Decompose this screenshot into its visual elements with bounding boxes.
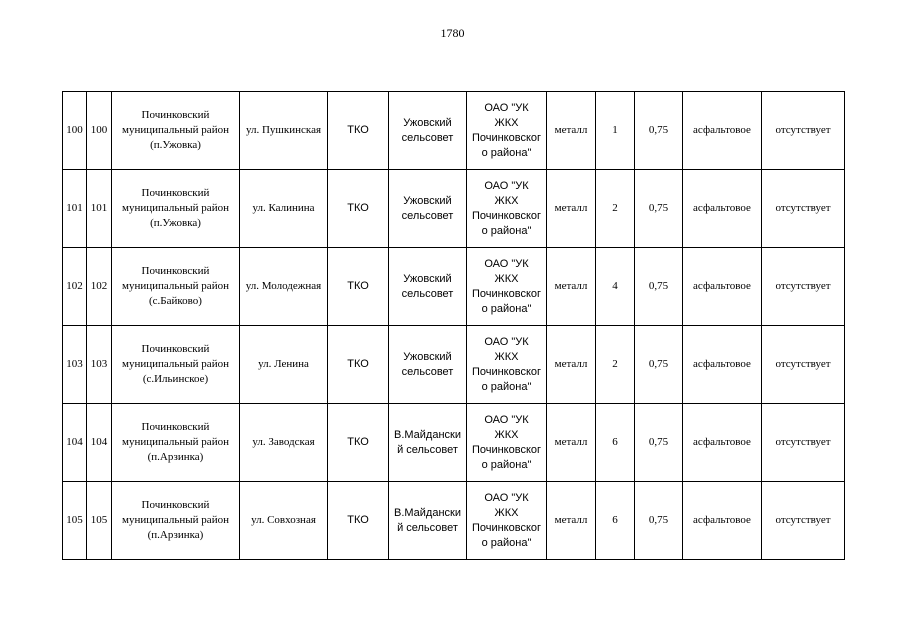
council-cell [389,482,467,560]
district-cell [112,248,240,326]
surface-type: асфальтовое [693,202,751,214]
row-number-cell [63,92,87,170]
registry-number-cell [87,482,112,560]
company-cell [467,248,547,326]
count-cell [596,92,635,170]
count-cell [596,170,635,248]
table-body [63,92,845,560]
registry-number-cell [87,404,112,482]
volume-cell [635,482,683,560]
council-cell [389,248,467,326]
container-volume: 0,75 [648,358,669,370]
waste-type: ТКО [347,514,369,526]
volume-cell [635,248,683,326]
registry-number: 101 [90,202,108,214]
row-number-cell [63,170,87,248]
council-name: В.Майдански й сельсовет [393,428,461,456]
street-cell [240,326,328,404]
material-cell [547,482,596,560]
company-cell [467,482,547,560]
district-cell [112,92,240,170]
table-row [63,170,845,248]
surface-type: асфальтовое [693,124,751,136]
table-row [63,326,845,404]
count-cell [596,248,635,326]
fence-cell [762,482,845,560]
volume-cell [635,326,683,404]
fence-cell [762,170,845,248]
street-name: ул. Ленина [258,358,309,370]
registry-number-cell [87,92,112,170]
surface-cell [683,482,762,560]
waste-type: ТКО [347,124,369,136]
waste-type-cell [328,482,389,560]
row-number: 104 [66,436,83,448]
street-name: ул. Калинина [252,202,315,214]
container-volume: 0,75 [648,436,669,448]
registry-number-cell [87,326,112,404]
waste-type-cell [328,248,389,326]
council-name: В.Майдански й сельсовет [393,506,461,534]
row-number: 105 [66,514,83,526]
registry-number: 102 [90,280,108,292]
container-material: металл [554,436,588,448]
fence-status: отсутствует [775,436,831,448]
council-cell [389,92,467,170]
container-material: металл [554,514,588,526]
district-name: Починковский муниципальный район (п.Ужовка) [122,187,229,229]
fence-status: отсутствует [775,514,831,526]
district-name: Починковский муниципальный район (п.Арзинка) [122,499,229,541]
district-cell [112,404,240,482]
fence-status: отсутствует [775,202,831,214]
council-cell [389,170,467,248]
district-name: Починковский муниципальный район (п.Арзинка) [122,421,229,463]
district-cell [112,326,240,404]
company-name: ОАО "УК ЖКХ Починковског о района" [471,179,542,237]
council-cell [389,404,467,482]
count-cell [596,404,635,482]
row-number-cell [63,482,87,560]
container-count: 4 [612,280,618,292]
table-row [63,92,845,170]
waste-type-cell [328,404,389,482]
row-number-cell [63,248,87,326]
material-cell [547,326,596,404]
council-name: Ужовский сельсовет [401,116,454,144]
company-cell [467,92,547,170]
volume-cell [635,92,683,170]
material-cell [547,248,596,326]
surface-type: асфальтовое [693,358,751,370]
row-number-cell [63,326,87,404]
registry-number-cell [87,248,112,326]
material-cell [547,170,596,248]
row-number: 100 [66,124,83,136]
street-name: ул. Пушкинская [245,124,322,136]
surface-type: асфальтовое [693,436,751,448]
row-number: 102 [66,280,83,292]
container-volume: 0,75 [648,124,669,136]
company-cell [467,326,547,404]
fence-status: отсутствует [775,358,831,370]
waste-type: ТКО [347,436,369,448]
street-cell [240,404,328,482]
district-name: Починковский муниципальный район (п.Ужовка) [122,109,229,151]
registry-number: 104 [90,436,108,448]
street-cell [240,92,328,170]
surface-type: асфальтовое [693,280,751,292]
material-cell [547,404,596,482]
row-number: 101 [66,202,83,214]
district-cell [112,482,240,560]
waste-type: ТКО [347,280,369,292]
container-material: металл [554,202,588,214]
council-cell [389,326,467,404]
table-row [63,248,845,326]
surface-cell [683,248,762,326]
waste-type-cell [328,170,389,248]
registry-number-cell [87,170,112,248]
fence-cell [762,92,845,170]
container-count: 2 [612,358,618,370]
registry-number: 103 [90,358,108,370]
company-name: ОАО "УК ЖКХ Починковског о района" [471,413,542,471]
street-name: ул. Заводская [252,436,315,448]
fence-cell [762,326,845,404]
street-name: ул. Молодежная [245,280,322,292]
district-cell [112,170,240,248]
company-name: ОАО "УК ЖКХ Починковског о района" [471,335,542,393]
container-count: 6 [612,514,618,526]
street-cell [240,482,328,560]
registry-table-wrapper [62,91,845,560]
waste-type: ТКО [347,202,369,214]
district-name: Починковский муниципальный район (с.Ильинское) [122,343,229,385]
council-name: Ужовский сельсовет [401,194,454,222]
material-cell [547,92,596,170]
waste-type-cell [328,92,389,170]
waste-sites-table [62,91,845,560]
fence-status: отсутствует [775,280,831,292]
row-number: 103 [66,358,83,370]
container-material: металл [554,280,588,292]
count-cell [596,326,635,404]
district-name: Починковский муниципальный район (с.Байково) [122,265,229,307]
company-name: ОАО "УК ЖКХ Починковског о района" [471,491,542,549]
count-cell [596,482,635,560]
waste-type-cell [328,326,389,404]
container-count: 6 [612,436,618,448]
street-cell [240,170,328,248]
surface-cell [683,326,762,404]
table-row [63,404,845,482]
fence-status: отсутствует [775,124,831,136]
company-name: ОАО "УК ЖКХ Починковског о района" [471,101,542,159]
row-number-cell [63,404,87,482]
container-count: 1 [612,124,618,136]
registry-number: 105 [90,514,108,526]
table-row [63,482,845,560]
container-material: металл [554,358,588,370]
fence-cell [762,404,845,482]
company-cell [467,404,547,482]
street-cell [240,248,328,326]
surface-cell [683,92,762,170]
container-volume: 0,75 [648,202,669,214]
page-number: 1780 [440,26,465,40]
container-count: 2 [612,202,618,214]
company-name: ОАО "УК ЖКХ Починковског о района" [471,257,542,315]
council-name: Ужовский сельсовет [401,350,454,378]
registry-number: 100 [90,124,108,136]
surface-cell [683,170,762,248]
surface-cell [683,404,762,482]
container-volume: 0,75 [648,280,669,292]
volume-cell [635,404,683,482]
council-name: Ужовский сельсовет [401,272,454,300]
container-material: металл [554,124,588,136]
container-volume: 0,75 [648,514,669,526]
surface-type: асфальтовое [693,514,751,526]
fence-cell [762,248,845,326]
company-cell [467,170,547,248]
street-name: ул. Совхозная [251,514,316,526]
waste-type: ТКО [347,358,369,370]
volume-cell [635,170,683,248]
